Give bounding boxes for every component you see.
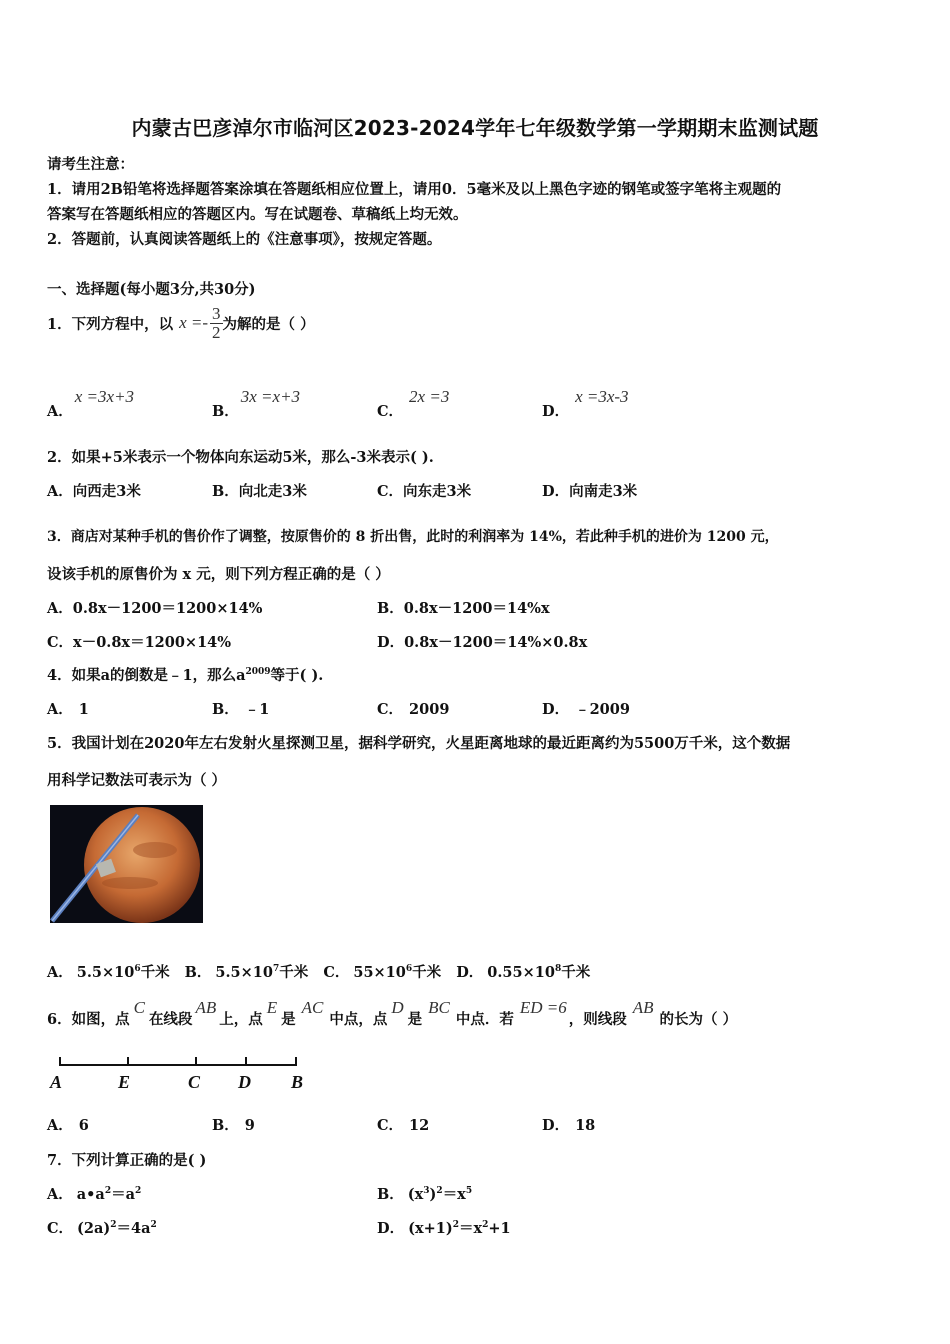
q7-c-s2: 2 (150, 1220, 157, 1231)
q1-option-a-label: A． (47, 403, 73, 420)
q5-d-unit: 千米 (561, 964, 591, 981)
q3-a-text: 0.8x－1200＝1200×14% (72, 600, 263, 617)
q6-seg-ab: AB (195, 998, 217, 1017)
q6-seg-ab-2: AB (632, 998, 654, 1017)
q3-option-b (377, 597, 550, 618)
q6-p9: 的长为（ ） (659, 1011, 738, 1028)
q4-d-text: ﹣2009 (575, 701, 630, 718)
q6-ed-eq: ED =6 (519, 998, 567, 1017)
q7-d-t1: (x+1) (408, 1220, 453, 1237)
q2-b-label: B． (212, 483, 239, 500)
q6-option-c (377, 1114, 429, 1135)
q5-a-exp: 6 (134, 964, 141, 975)
q7-d-s2: 2 (482, 1220, 489, 1231)
q5-b-unit: 千米 (279, 964, 309, 981)
q3-option-d (377, 631, 587, 652)
q1-option-b-expr: 3x =x+3 (240, 387, 301, 406)
q5-d-exp: 8 (554, 964, 562, 975)
q3-d-text: 0.8x－1200＝14%×0.8x (404, 634, 588, 651)
question-3-stem-1: 3．商店对某种手机的售价作了调整，按原售价的 8 折出售，此时的利润率为 14%，若此种手机的进价为 1200 元， (47, 529, 779, 545)
q7-d-t3: +1 (488, 1220, 511, 1237)
q5-b-exp: 7 (272, 964, 280, 975)
q3-option-c (47, 631, 231, 652)
question-3-stem-2: 设该手机的原售价为 x 元，则下列方程正确的是（ ） (47, 566, 390, 583)
q1-fraction (210, 305, 223, 342)
notice-heading: 请考生注意： (47, 156, 134, 173)
q7-c-s1: 2 (110, 1220, 117, 1231)
question-7-stem: 7．下列计算正确的是( ) (47, 1152, 207, 1169)
mars-surface-feature-1 (133, 842, 177, 858)
q7-a-t2: ＝a (111, 1186, 135, 1203)
mars-surface-feature-2 (102, 877, 158, 889)
q1-x-eq: x =- (179, 313, 209, 332)
q6-d-label: D． (542, 1117, 570, 1134)
q4-stem-a: 4．如果a的倒数是﹣1，那么a (47, 667, 246, 684)
q1-option-b (212, 386, 301, 420)
q6-c-label: C． (377, 1117, 404, 1134)
question-4-stem (47, 664, 323, 685)
q7-a-s1: 2 (104, 1186, 112, 1197)
q2-c-label: C． (377, 483, 404, 500)
q1-option-d-expr: x =3x-3 (575, 387, 629, 406)
q1-option-d (542, 386, 629, 420)
q7-c-t1: (2a) (77, 1220, 111, 1237)
question-5-stem-1: 5．我国计划在2020年左右发射火星探测卫星，据科学研究，火星距离地球的最近距离约为5500万千米，这个数据 (47, 735, 791, 752)
q4-option-d (542, 698, 630, 719)
q6-a-text: 6 (78, 1117, 89, 1134)
q2-d-text: 向南走3米 (569, 483, 638, 500)
q7-b-t1: (x (407, 1186, 424, 1203)
q1-fraction-den: 2 (212, 322, 221, 342)
q4-b-label: B． (212, 701, 239, 718)
q7-b-s3: 5 (465, 1186, 473, 1197)
q6-p5: 中点，点 (329, 1011, 388, 1028)
q5-b-label: B． (184, 964, 212, 981)
q6-p7: 中点．若 (455, 1011, 514, 1028)
question-6-stem (47, 998, 737, 1032)
q1-option-c (377, 386, 450, 420)
q7-d-t2: ＝x (458, 1220, 483, 1237)
q3-b-label: B． (377, 600, 404, 617)
q2-b-text: 向北走3米 (238, 483, 307, 500)
label-c: C (188, 1072, 201, 1092)
q2-option-b (212, 480, 307, 501)
q6-seg-bc: BC (428, 998, 450, 1017)
q4-stem-sup: 2009 (245, 667, 271, 678)
notice-line-1a: 1．请用2B铅笔将选择题答案涂填在答题纸相应位置上，请用0．5毫米及以上黑色字迹的钢笔或签字笔将主观题的 (47, 181, 782, 198)
label-a: A (50, 1072, 63, 1092)
question-1-stem (47, 302, 315, 344)
q1-prefix: 1．下列方程中，以 (47, 315, 174, 333)
q6-point-c: C (133, 998, 145, 1017)
q3-b-text: 0.8x－1200＝14%x (403, 600, 550, 617)
segment-diagram (48, 1052, 310, 1092)
q3-a-label: A． (47, 600, 73, 617)
q2-a-text: 向西走3米 (72, 483, 141, 500)
q2-option-d (542, 480, 637, 501)
q6-c-text: 12 (409, 1117, 430, 1134)
q4-b-text: ﹣1 (244, 701, 270, 718)
label-e: E (118, 1072, 131, 1092)
q5-c-exp: 6 (405, 964, 413, 975)
q2-option-c (377, 480, 471, 501)
q4-stem-b: 等于( ). (270, 667, 324, 684)
q7-c-label: C． (47, 1220, 74, 1237)
q6-b-text: 9 (244, 1117, 255, 1134)
q5-a-unit: 千米 (140, 964, 170, 981)
q1-option-d-label: D． (542, 403, 570, 420)
q2-c-text: 向东走3米 (403, 483, 472, 500)
question-5-stem-2: 用科学记数法可表示为（ ） (47, 772, 227, 789)
q7-option-b (377, 1183, 472, 1204)
q6-option-d (542, 1114, 595, 1135)
q2-option-a (47, 480, 141, 501)
q5-d-label: D． (456, 964, 484, 981)
q7-a-s2: 2 (135, 1186, 142, 1197)
q1-option-c-expr: 2x =3 (409, 387, 450, 406)
q5-c-base: 55×10 (353, 964, 406, 981)
q5-d-base: 0.55×10 (487, 964, 555, 981)
q7-a-t1: a•a (76, 1186, 105, 1203)
q4-option-c (377, 698, 449, 719)
page-title: 内蒙古巴彦淖尔市临河区2023-2024学年七年级数学第一学期期末监测试题 (131, 116, 819, 140)
q7-b-s1: 3 (423, 1186, 430, 1197)
q3-option-a (47, 597, 262, 618)
q4-option-a (47, 698, 89, 719)
q4-option-b (212, 698, 269, 719)
q5-options (47, 961, 590, 982)
q5-b-base: 5.5×10 (215, 964, 273, 981)
q3-c-text: x－0.8x＝1200×14% (73, 634, 232, 651)
q6-b-label: B． (212, 1117, 239, 1134)
q6-p2: 在线段 (148, 1011, 193, 1028)
q4-a-text: 1 (78, 701, 89, 718)
q6-point-d: D (391, 998, 404, 1017)
q2-a-label: A． (47, 483, 73, 500)
q7-a-label: A． (47, 1186, 73, 1203)
q7-option-a (47, 1183, 141, 1204)
q6-p6: 是 (407, 1011, 423, 1028)
notice-line-2: 2．答题前，认真阅读答题纸上的《注意事项》，按规定答题。 (47, 231, 442, 248)
q7-d-s1: 2 (452, 1220, 459, 1231)
q7-option-d (377, 1217, 511, 1238)
q6-seg-ac: AC (301, 998, 324, 1017)
q7-c-t2: ＝4a (116, 1220, 151, 1237)
q3-c-label: C． (47, 634, 74, 651)
q6-d-text: 18 (575, 1117, 596, 1134)
q5-c-unit: 千米 (412, 964, 442, 981)
label-b: B (291, 1072, 304, 1092)
notice-line-1b: 答案写在答题纸相应的答题区内。写在试题卷、草稿纸上均无效。 (47, 206, 468, 223)
q7-b-s2: 2 (436, 1186, 443, 1197)
q6-p4: 是 (281, 1011, 296, 1028)
q7-option-c (47, 1217, 157, 1238)
q5-a-base: 5.5×10 (76, 964, 135, 981)
q7-b-t3: ＝x (442, 1186, 466, 1203)
q1-fraction-num: 3 (212, 303, 221, 323)
q6-option-b (212, 1114, 255, 1135)
q7-d-label: D． (377, 1220, 405, 1237)
q3-d-label: D． (377, 634, 405, 651)
q5-c-label: C． (323, 964, 350, 981)
q1-option-c-label: C． (377, 403, 404, 420)
q4-a-label: A． (47, 701, 73, 718)
q1-suffix: 为解的是（ ） (222, 315, 315, 333)
q1-option-a-expr: x =3x+3 (74, 387, 135, 406)
q4-c-label: C． (377, 701, 404, 718)
q6-point-e: E (266, 998, 278, 1017)
q4-c-text: 2009 (409, 701, 450, 718)
q1-option-a (47, 386, 135, 420)
q5-a-label: A． (47, 964, 73, 981)
question-2-stem: 2．如果+5米表示一个物体向东运动5米，那么-3米表示( ). (47, 449, 434, 466)
q6-p3: 上，点 (219, 1011, 263, 1028)
q7-b-t2: ) (429, 1186, 437, 1203)
q6-p1: 6．如图，点 (47, 1011, 130, 1028)
q2-d-label: D． (542, 483, 570, 500)
q1-option-b-label: B． (212, 403, 239, 420)
q6-a-label: A． (47, 1117, 73, 1134)
label-d: D (238, 1072, 251, 1092)
mars-probe-image (50, 805, 203, 923)
section-heading: 一、选择题(每小题3分,共30分) (47, 281, 256, 298)
q6-option-a (47, 1114, 89, 1135)
q7-b-label: B． (377, 1186, 404, 1203)
q4-d-label: D． (542, 701, 570, 718)
q6-p8: ，则线段 (568, 1011, 627, 1028)
